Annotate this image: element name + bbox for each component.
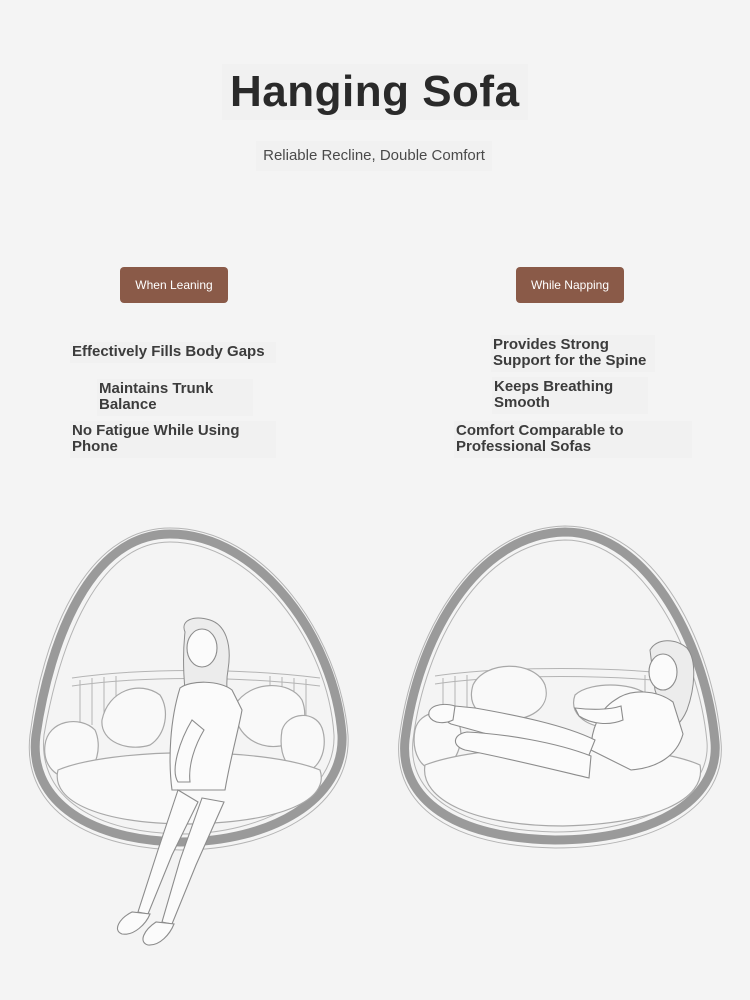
badge-while-napping: While Napping [516,267,624,303]
feature-professional-sofas: Comfort Comparable to Professional Sofas [454,421,692,458]
feature-spine-support: Provides Strong Support for the Spine [491,335,655,372]
badge-when-leaning: When Leaning [120,267,228,303]
leaning-illustration [20,520,355,980]
page-title: Hanging Sofa [222,64,528,120]
page-subtitle: Reliable Recline, Double Comfort [256,141,492,171]
feature-no-fatigue: No Fatigue While Using Phone [70,421,276,458]
feature-trunk-balance: Maintains Trunk Balance [97,379,253,416]
feature-fills-body-gaps: Effectively Fills Body Gaps [70,342,276,363]
feature-breathing-smooth: Keeps Breathing Smooth [492,377,648,414]
napping-illustration [395,520,730,980]
